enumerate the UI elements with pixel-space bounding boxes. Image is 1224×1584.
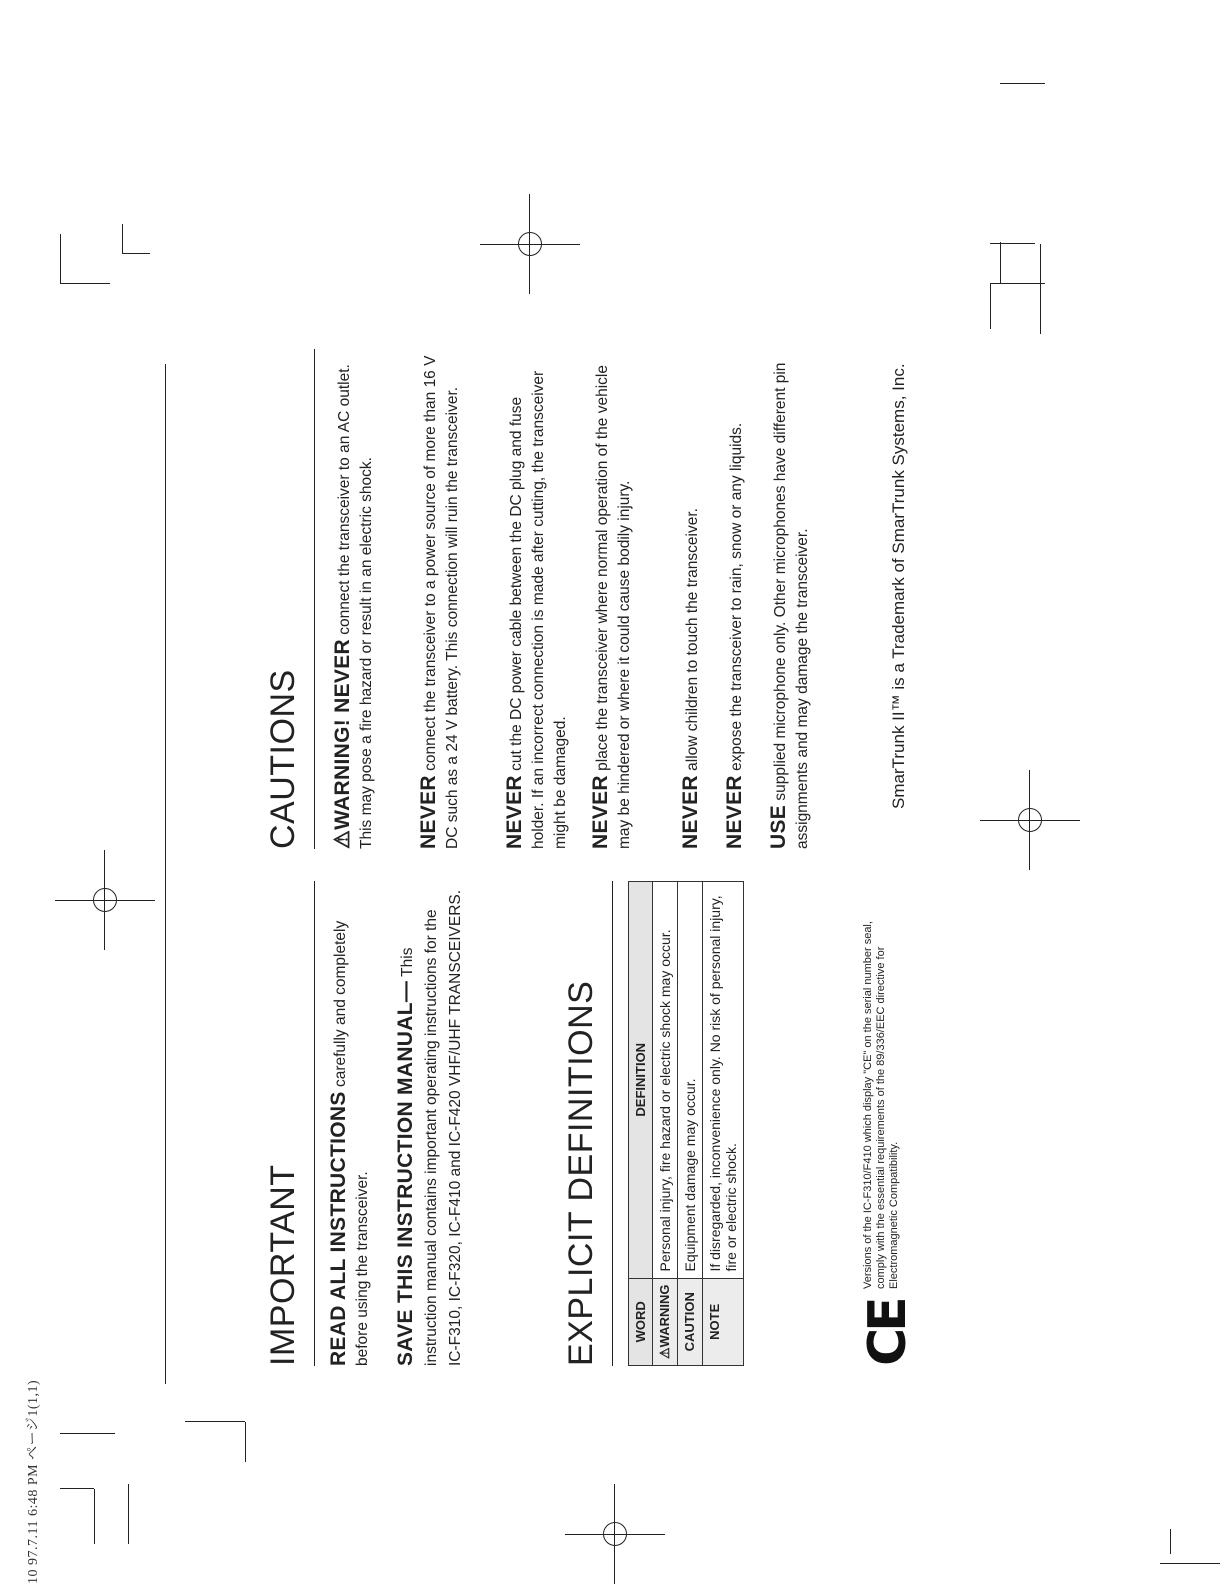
ce-mark: CE (858, 1300, 918, 1366)
read-instructions-paragraph (328, 886, 374, 1366)
caution-item (590, 349, 636, 849)
warning-definition: Personal injury, fire hazard or electric shock may occur. (653, 882, 678, 1279)
registration-mark (980, 770, 1080, 870)
save-manual-keyword: SAVE THIS INSTRUCTION MANUAL— (394, 980, 417, 1366)
definitions-heading: EXPLICIT DEFINITIONS (562, 980, 600, 1366)
table-row (703, 882, 744, 1366)
table-row (653, 882, 678, 1366)
word-column-header: WORD (629, 1278, 653, 1365)
important-heading: IMPORTANT (264, 1164, 302, 1366)
caution-text: connect the transceiver to a power source of more than 16 V DC such as a 24 V battery. This connection will ruin the transceiver. (422, 355, 461, 849)
caution-keyword: NEVER (417, 775, 440, 849)
save-manual-paragraph (394, 886, 468, 1366)
caution-keyword: NEVER (589, 775, 612, 849)
caution-word: CAUTION (678, 1278, 703, 1365)
caution-text: cut the DC power cable between the DC plug and fuse holder. If an incorrect connection is made after cutting, the transceiver might be damaged. (508, 370, 569, 849)
caution-item (724, 349, 748, 849)
caution-keyword: NEVER (679, 775, 702, 849)
caution-text: connect the transceiver to an AC outlet. This may pose a fire hazard or result in an electric shock. (336, 364, 375, 849)
caution-text: place the transceiver where normal operation of the vehicle may be hindered or where it could cause bodily injury. (594, 365, 633, 849)
caution-item (418, 349, 464, 849)
read-instructions-text: carefully and completely before using the transceiver. (332, 920, 371, 1366)
ce-compliance-note: Versions of the IC-F310/F410 which display "CE" on the serial number seal, comply with the essential requirements of the 89/336/EEC directive for Electromagnetic Compatibility. (862, 921, 900, 1289)
caution-keyword: NEVER (503, 775, 526, 849)
save-manual-text: This instruction manual contains important operating instructions for the IC-F310, IC-F320, IC-F410 and IC-F420 VHF/UHF TRANSCEIVERS. (399, 889, 464, 1366)
caution-keyword: ⚠WARNING! NEVER (331, 639, 354, 849)
caution-text: supplied microphone only. Other microphones have different pin assignments and may damage the transceiver. (772, 362, 811, 849)
definitions-header-row (629, 882, 653, 1366)
caution-text: expose the transceiver to rain, snow or any liquids. (728, 422, 745, 776)
caution-item (504, 349, 572, 849)
trademark-notice: SmarTrunk II™ is a Trademark of SmarTrunk Systems, Inc. (889, 363, 908, 809)
registration-mark (480, 194, 580, 294)
read-instructions-keyword: READ ALL INSTRUCTIONS (327, 1091, 350, 1366)
definition-column-header: DEFINITION (629, 882, 653, 1279)
note-definition: If disregarded, inconvenience only. No risk of personal injury, fire or electric shock. (703, 882, 744, 1279)
registration-mark (565, 1484, 665, 1584)
caution-keyword: USE (767, 804, 790, 849)
caution-text: allow children to touch the transceiver. (684, 508, 701, 776)
caution-item (680, 349, 704, 849)
caution-definition: Equipment damage may occur. (678, 882, 703, 1279)
caution-item (332, 349, 378, 849)
registration-mark (55, 850, 155, 950)
cautions-heading: CAUTIONS (264, 669, 302, 849)
definitions-table (628, 881, 744, 1366)
caution-item (768, 349, 814, 849)
warning-word: ⚠WARNING (653, 1278, 678, 1365)
note-word: NOTE (703, 1278, 744, 1365)
print-timestamp: 10 97.7.11 6:48 PM ページ1(1,1) (26, 1379, 41, 1584)
table-row (678, 882, 703, 1366)
caution-keyword: NEVER (723, 775, 746, 849)
